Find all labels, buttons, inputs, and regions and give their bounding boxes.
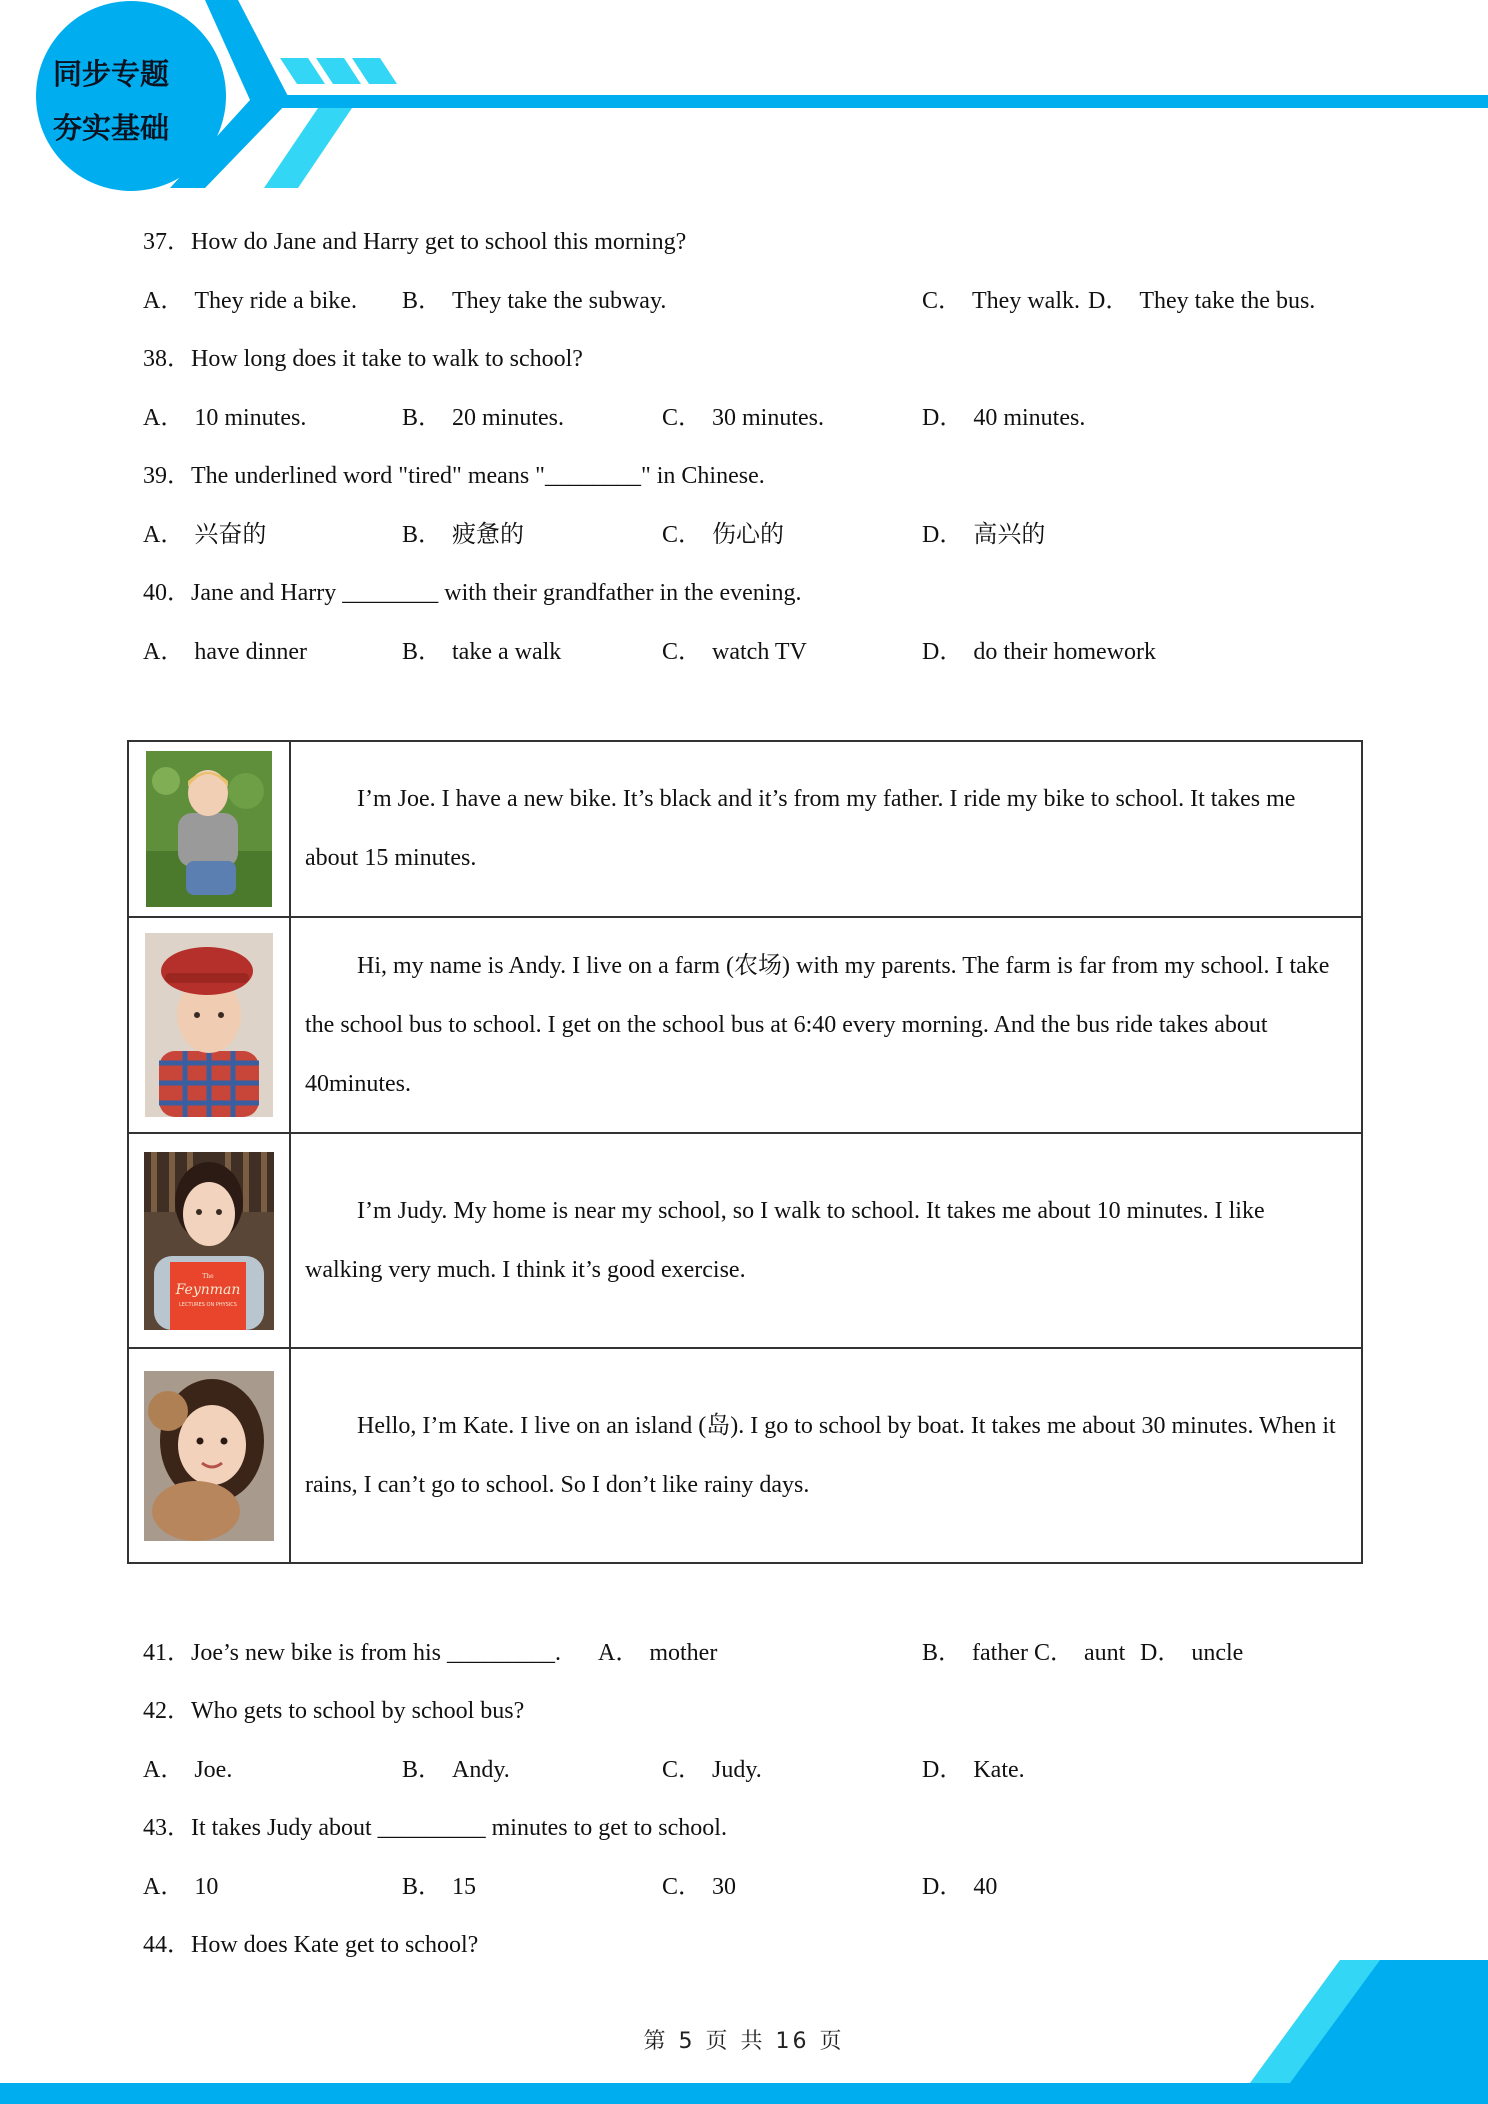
- option-text: Judy.: [712, 1757, 762, 1783]
- answer-option: [402, 637, 561, 667]
- answer-option: [402, 1872, 476, 1902]
- question-q38: [143, 344, 583, 374]
- answer-option: [662, 520, 784, 550]
- joe-text: I’m Joe. I have a new bike. It’s black and it’s from my father. I ride my bike to school. It takes me about 15 minutes.: [305, 786, 1296, 871]
- option-label: D．: [922, 639, 964, 665]
- option-label: D．: [922, 522, 964, 548]
- question-q40: [143, 578, 801, 608]
- option-label: C．: [922, 288, 963, 314]
- option-text: do their homework: [973, 639, 1156, 665]
- option-label: C．: [662, 1757, 703, 1783]
- answer-option: [922, 637, 1156, 667]
- table-row: [128, 741, 1362, 917]
- option-text: They walk.: [972, 288, 1080, 314]
- option-text: 40: [973, 1874, 998, 1900]
- option-text: 兴奋的: [194, 522, 267, 548]
- judy-photo: [144, 1152, 274, 1330]
- answer-option: [922, 403, 1085, 433]
- andy-text-cell: [290, 917, 1362, 1133]
- option-label: D．: [922, 405, 964, 431]
- table-row: [128, 1133, 1362, 1348]
- question-text: The underlined word "tired" means "________" in Chinese.: [191, 463, 765, 489]
- option-label: A．: [598, 1640, 640, 1666]
- photo-cell: [128, 1348, 290, 1563]
- option-label: C．: [1034, 1640, 1075, 1666]
- answer-option: [1140, 1638, 1243, 1668]
- option-text: They take the bus.: [1139, 288, 1316, 314]
- judy-text-cell: [290, 1133, 1362, 1348]
- question-q39: [143, 461, 765, 491]
- kate-photo: [144, 1371, 274, 1541]
- option-text: 10: [194, 1874, 219, 1900]
- option-text: They take the subway.: [452, 288, 667, 314]
- option-text: 10 minutes.: [194, 405, 307, 431]
- answer-option: [922, 286, 1080, 316]
- question-q43: [143, 1813, 727, 1843]
- option-label: A．: [143, 288, 185, 314]
- answer-option: [1088, 286, 1315, 316]
- judy-book-line-1: The: [202, 1272, 214, 1280]
- judy-text: I’m Judy. My home is near my school, so I walk to school. It takes me about 10 minutes. I like walking very much. I think it’s good exercise.: [305, 1197, 1265, 1283]
- answer-option: [143, 1872, 218, 1902]
- question-number: 40．: [143, 580, 191, 606]
- question-number: 41．: [143, 1640, 191, 1666]
- question-q42: [143, 1696, 524, 1726]
- option-label: B．: [402, 405, 443, 431]
- option-label: D．: [922, 1874, 964, 1900]
- answer-option: [922, 1638, 1028, 1668]
- option-text: 30: [712, 1874, 737, 1900]
- option-label: B．: [402, 1757, 443, 1783]
- option-label: C．: [662, 1874, 703, 1900]
- option-label: B．: [922, 1640, 963, 1666]
- answer-option: [402, 403, 564, 433]
- answer-option: [662, 1755, 762, 1785]
- logo-line-1: 同步专题: [52, 57, 169, 91]
- option-label: C．: [662, 522, 703, 548]
- option-label: A．: [143, 405, 185, 431]
- option-text: aunt: [1084, 1640, 1126, 1666]
- header-banner: [0, 0, 1488, 200]
- option-text: 20 minutes.: [452, 405, 565, 431]
- answer-option: [662, 1872, 736, 1902]
- option-label: A．: [143, 1757, 185, 1783]
- andy-text: Hi, my name is Andy. I live on a farm (农场) with my parents. The farm is far from my school. I take the school bus to school. I get on the school bus at 6:40 every morning. And the bus ride takes about 40minutes.: [305, 952, 1330, 1097]
- option-text: watch TV: [712, 639, 807, 665]
- option-text: Andy.: [452, 1757, 510, 1783]
- table-row: [128, 1348, 1362, 1563]
- option-label: B．: [402, 288, 443, 314]
- option-text: 30 minutes.: [712, 405, 825, 431]
- question-text: How does Kate get to school?: [191, 1932, 479, 1958]
- answer-option: [922, 1872, 997, 1902]
- option-text: take a walk: [452, 639, 562, 665]
- option-label: B．: [402, 639, 443, 665]
- question-text: It takes Judy about _________ minutes to get to school.: [191, 1815, 727, 1841]
- joe-text-cell: [290, 741, 1362, 917]
- question-number: 42．: [143, 1698, 191, 1724]
- answer-option: [402, 520, 524, 550]
- question-text: How do Jane and Harry get to school this morning?: [191, 229, 687, 255]
- answer-option: [143, 520, 266, 550]
- option-label: A．: [143, 639, 185, 665]
- question-number: 39．: [143, 463, 191, 489]
- kate-text-cell: [290, 1348, 1362, 1563]
- table-row: [128, 917, 1362, 1133]
- question-text: Joe’s new bike is from his _________.: [191, 1640, 561, 1666]
- photo-cell: [128, 1133, 290, 1348]
- answer-option: [662, 637, 807, 667]
- option-label: B．: [402, 522, 443, 548]
- option-text: 高兴的: [973, 522, 1046, 548]
- joe-photo: [146, 751, 272, 907]
- option-label: B．: [402, 1874, 443, 1900]
- answer-option: [143, 1755, 232, 1785]
- option-text: uncle: [1191, 1640, 1244, 1666]
- option-text: father: [972, 1640, 1028, 1666]
- option-text: They ride a bike.: [194, 288, 357, 314]
- option-label: A．: [143, 522, 185, 548]
- option-text: 15: [452, 1874, 477, 1900]
- option-label: C．: [662, 405, 703, 431]
- option-label: D．: [1140, 1640, 1182, 1666]
- photo-cell: [128, 741, 290, 917]
- question-number: 37．: [143, 229, 191, 255]
- option-text: Joe.: [194, 1757, 233, 1783]
- option-text: 疲惫的: [452, 522, 525, 548]
- question-number: 44．: [143, 1932, 191, 1958]
- answer-option: [662, 403, 824, 433]
- question-text: Who gets to school by school bus?: [191, 1698, 525, 1724]
- option-label: D．: [1088, 288, 1130, 314]
- logo-line-2: 夯实基础: [52, 111, 169, 145]
- page-number: 第 5 页 共 16 页: [643, 2029, 845, 2054]
- question-text: How long does it take to walk to school?: [191, 346, 583, 372]
- answer-option: [143, 403, 306, 433]
- judy-book-line-3: LECTURES ON PHYSICS: [179, 1301, 237, 1308]
- option-text: Kate.: [973, 1757, 1025, 1783]
- option-text: mother: [649, 1640, 718, 1666]
- option-label: A．: [143, 1874, 185, 1900]
- question-number: 43．: [143, 1815, 191, 1841]
- answer-option: [922, 520, 1045, 550]
- reading-table: [127, 740, 1363, 1564]
- photo-cell: [128, 917, 290, 1133]
- andy-photo: [145, 933, 273, 1117]
- option-text: 40 minutes.: [973, 405, 1086, 431]
- answer-option: [402, 1755, 510, 1785]
- judy-book-line-2: Feynman: [175, 1281, 241, 1298]
- answer-option: [598, 1638, 717, 1668]
- kate-text: Hello, I’m Kate. I live on an island (岛). I go to school by boat. It takes me about 30 minutes. When it rains, I can’t go to school. So I don’t like rainy days.: [305, 1412, 1336, 1498]
- question-number: 38．: [143, 346, 191, 372]
- option-text: 伤心的: [712, 522, 785, 548]
- question-q37: [143, 227, 686, 257]
- question-text: Jane and Harry ________ with their grandfather in the evening.: [191, 580, 802, 606]
- answer-option: [402, 286, 666, 316]
- answer-option: [143, 286, 357, 316]
- option-label: D．: [922, 1757, 964, 1783]
- answer-option: [1034, 1638, 1125, 1668]
- option-text: have dinner: [194, 639, 307, 665]
- option-label: C．: [662, 639, 703, 665]
- question-q41: [143, 1638, 561, 1668]
- answer-option: [922, 1755, 1025, 1785]
- answer-option: [143, 637, 307, 667]
